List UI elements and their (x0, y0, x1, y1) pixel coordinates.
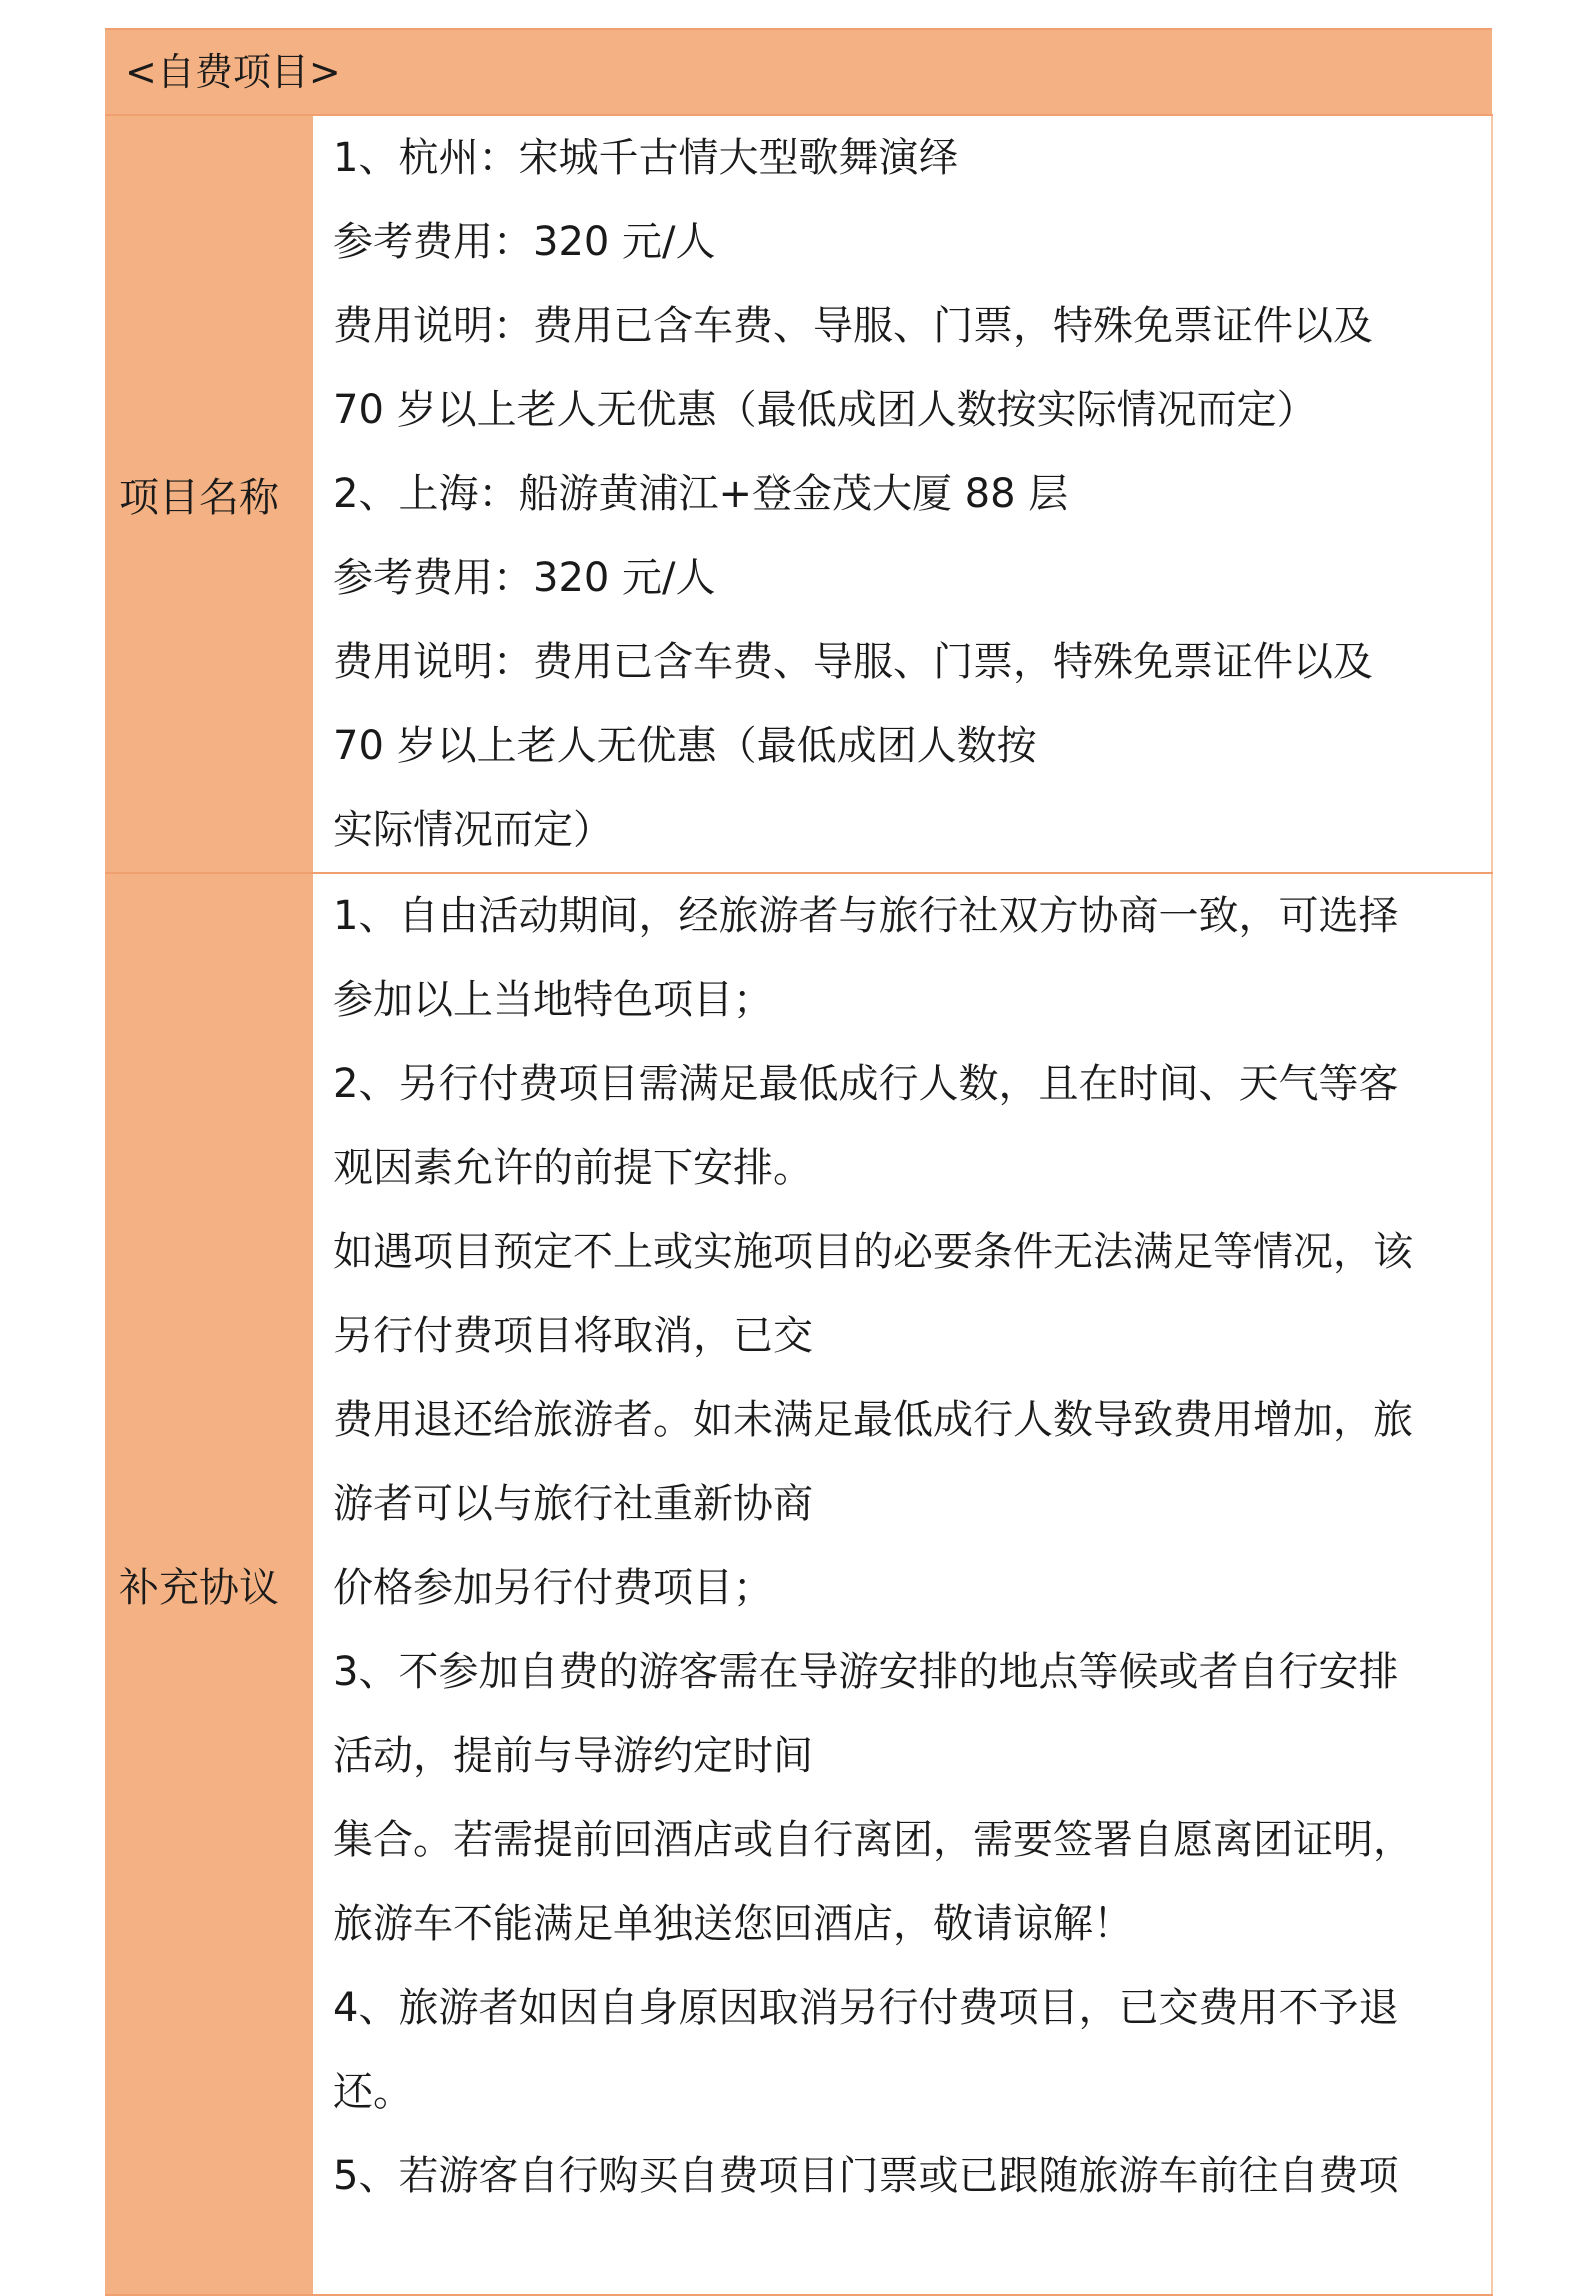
content-line: 4、旅游者如因自身原因取消另行付费项目，已交费用不予退 (333, 1985, 1399, 2031)
content-line: 70 岁以上老人无优惠（最低成团人数按 (333, 723, 1037, 769)
content-line: 游者可以与旅行社重新协商 (333, 1481, 813, 1527)
section-content-supplementary-agreement (313, 873, 1492, 2295)
content-line: 集合。若需提前回酒店或自行离团，需要签署自愿离团证明， (333, 1817, 1413, 1863)
content-line: 费用说明：费用已含车费、导服、门票，特殊免票证件以及 (333, 639, 1373, 685)
content-line: 如遇项目预定不上或实施项目的必要条件无法满足等情况，该 (333, 1229, 1413, 1275)
content-line: 旅游车不能满足单独送您回酒店，敬请谅解！ (333, 1901, 1133, 1947)
content-line: 费用退还给旅游者。如未满足最低成行人数导致费用增加，旅 (333, 1397, 1413, 1443)
content-line: 还。 (333, 2069, 413, 2115)
content-line: 5、若游客自行购买自费项目门票或已跟随旅游车前往自费项 (333, 2153, 1399, 2199)
table-row (105, 873, 1492, 2295)
content-line: 活动，提前与导游约定时间 (333, 1733, 813, 1779)
content-line: 2、另行付费项目需满足最低成行人数，且在时间、天气等客 (333, 1061, 1399, 1107)
table-title: <自费项目> (105, 29, 1492, 115)
content-line: 价格参加另行付费项目； (333, 1565, 773, 1611)
content-line: 1、自由活动期间，经旅游者与旅行社双方协商一致，可选择 (333, 893, 1399, 939)
content-line: 另行付费项目将取消，已交 (333, 1313, 813, 1359)
content-line: 3、不参加自费的游客需在导游安排的地点等候或者自行安排 (333, 1649, 1399, 1695)
table-row (105, 115, 1492, 873)
self-pay-items-table (105, 28, 1493, 2296)
content-line: 2、上海：船游黄浦江+登金茂大厦 88 层 (333, 471, 1069, 517)
content-line: 费用说明：费用已含车费、导服、门票，特殊免票证件以及 (333, 303, 1373, 349)
section-label-project-name: 项目名称 (105, 115, 313, 873)
content-line: 参考费用：320 元/人 (333, 555, 716, 601)
content-line: 参考费用：320 元/人 (333, 219, 716, 265)
section-content-project-name (313, 115, 1492, 873)
content-line: 观因素允许的前提下安排。 (333, 1145, 813, 1191)
content-line: 70 岁以上老人无优惠（最低成团人数按实际情况而定） (333, 387, 1317, 433)
content-line: 实际情况而定） (333, 807, 613, 853)
content-line: 1、杭州：宋城千古情大型歌舞演绎 (333, 135, 959, 181)
content-line: 参加以上当地特色项目； (333, 977, 773, 1023)
section-label-supplementary-agreement: 补充协议 (105, 873, 313, 2295)
